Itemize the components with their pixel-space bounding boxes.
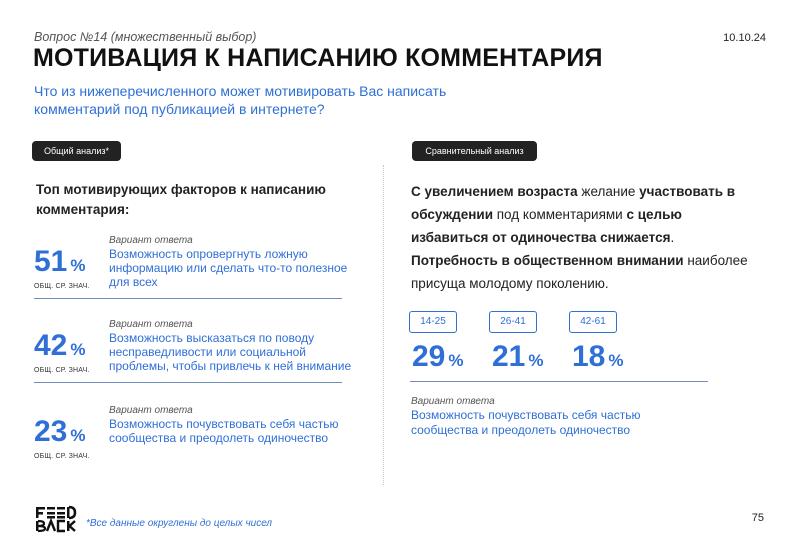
comparative-text <box>411 180 756 295</box>
general-analysis-pill: Общий анализ* <box>32 141 121 161</box>
footnote: *Все данные округлены до целых чисел <box>86 518 273 529</box>
column-divider <box>383 165 384 485</box>
age-group-percent <box>412 342 464 376</box>
factor-card <box>34 235 348 299</box>
page-number: 75 <box>751 512 764 524</box>
factor-card <box>34 319 352 383</box>
text-bold: участвовать в обсуждении <box>411 184 736 222</box>
factor-option-label: Вариант ответа <box>109 235 193 246</box>
age-group-tag: 26-41 <box>489 311 537 333</box>
text-regular: наиболее присуща молодому поколению. <box>411 253 748 291</box>
left-heading: Топ мотивирующих факторов к написанию комментария: <box>36 182 326 217</box>
factor-option-label: Вариант ответа <box>109 319 193 330</box>
age-group-percent <box>492 342 544 376</box>
factor-value: 42 <box>34 329 68 362</box>
comparative-analysis-pill: Сравнительный анализ <box>412 141 537 161</box>
factor-value: 51 <box>34 245 68 278</box>
age-value: 21 <box>492 340 526 373</box>
percent-sign: % <box>70 426 86 445</box>
text-bold: с целью избавиться от одиночества снижается <box>411 207 682 245</box>
factor-option-text: Возможность опровергнуть ложную информацию или сделать что-то полезное для всех <box>109 247 348 289</box>
page-title: МОТИВАЦИЯ К НАПИСАНИЮ КОММЕНТАРИЯ <box>33 44 603 72</box>
text-regular: . <box>670 230 675 245</box>
factor-percent <box>34 331 86 365</box>
feedback-logo <box>34 505 78 533</box>
age-value: 18 <box>572 340 606 373</box>
right-option-label: Вариант ответа <box>411 396 495 407</box>
factor-avg-label: ОБЩ. СР. ЗНАЧ. <box>34 283 90 290</box>
percent-sign: % <box>528 351 544 370</box>
percent-sign: % <box>70 256 86 275</box>
text-bold: С увеличением возраста <box>411 184 578 199</box>
age-group-percent <box>572 342 624 376</box>
text-bold: Потребность в общественном внимании <box>411 253 684 268</box>
factor-value: 23 <box>34 415 68 448</box>
report-date: 10.10.24 <box>723 32 766 44</box>
factor-card <box>34 405 342 469</box>
age-group-tag: 14-25 <box>409 311 457 333</box>
percent-sign: % <box>608 351 624 370</box>
text-regular: под комментариями <box>493 207 627 222</box>
factor-percent <box>34 247 86 281</box>
factor-avg-label: ОБЩ. СР. ЗНАЧ. <box>34 367 90 374</box>
right-option-text: Возможность почувствовать себя частью сообщества и преодолеть одиночество <box>411 408 641 437</box>
factor-option-text: Возможность высказаться по поводу несправедливости или социальной проблемы, чтобы привлечь к ней внимание <box>109 331 352 373</box>
percent-sign: % <box>448 351 464 370</box>
survey-question: Что из нижеперечисленного может мотивировать Вас написать комментарий под публикацией в интернете? <box>34 83 447 117</box>
question-number: Вопрос №14 (множественный выбор) <box>34 30 257 44</box>
percent-sign: % <box>70 340 86 359</box>
factor-option-text: Возможность почувствовать себя частью сообщества и преодолеть одиночество <box>109 417 339 445</box>
factor-percent <box>34 417 86 451</box>
text-regular: желание <box>577 184 640 199</box>
age-group-tag: 42-61 <box>569 311 617 333</box>
right-divider <box>410 381 708 382</box>
factor-avg-label: ОБЩ. СР. ЗНАЧ. <box>34 453 90 460</box>
factor-option-label: Вариант ответа <box>109 405 193 416</box>
age-value: 29 <box>412 340 446 373</box>
